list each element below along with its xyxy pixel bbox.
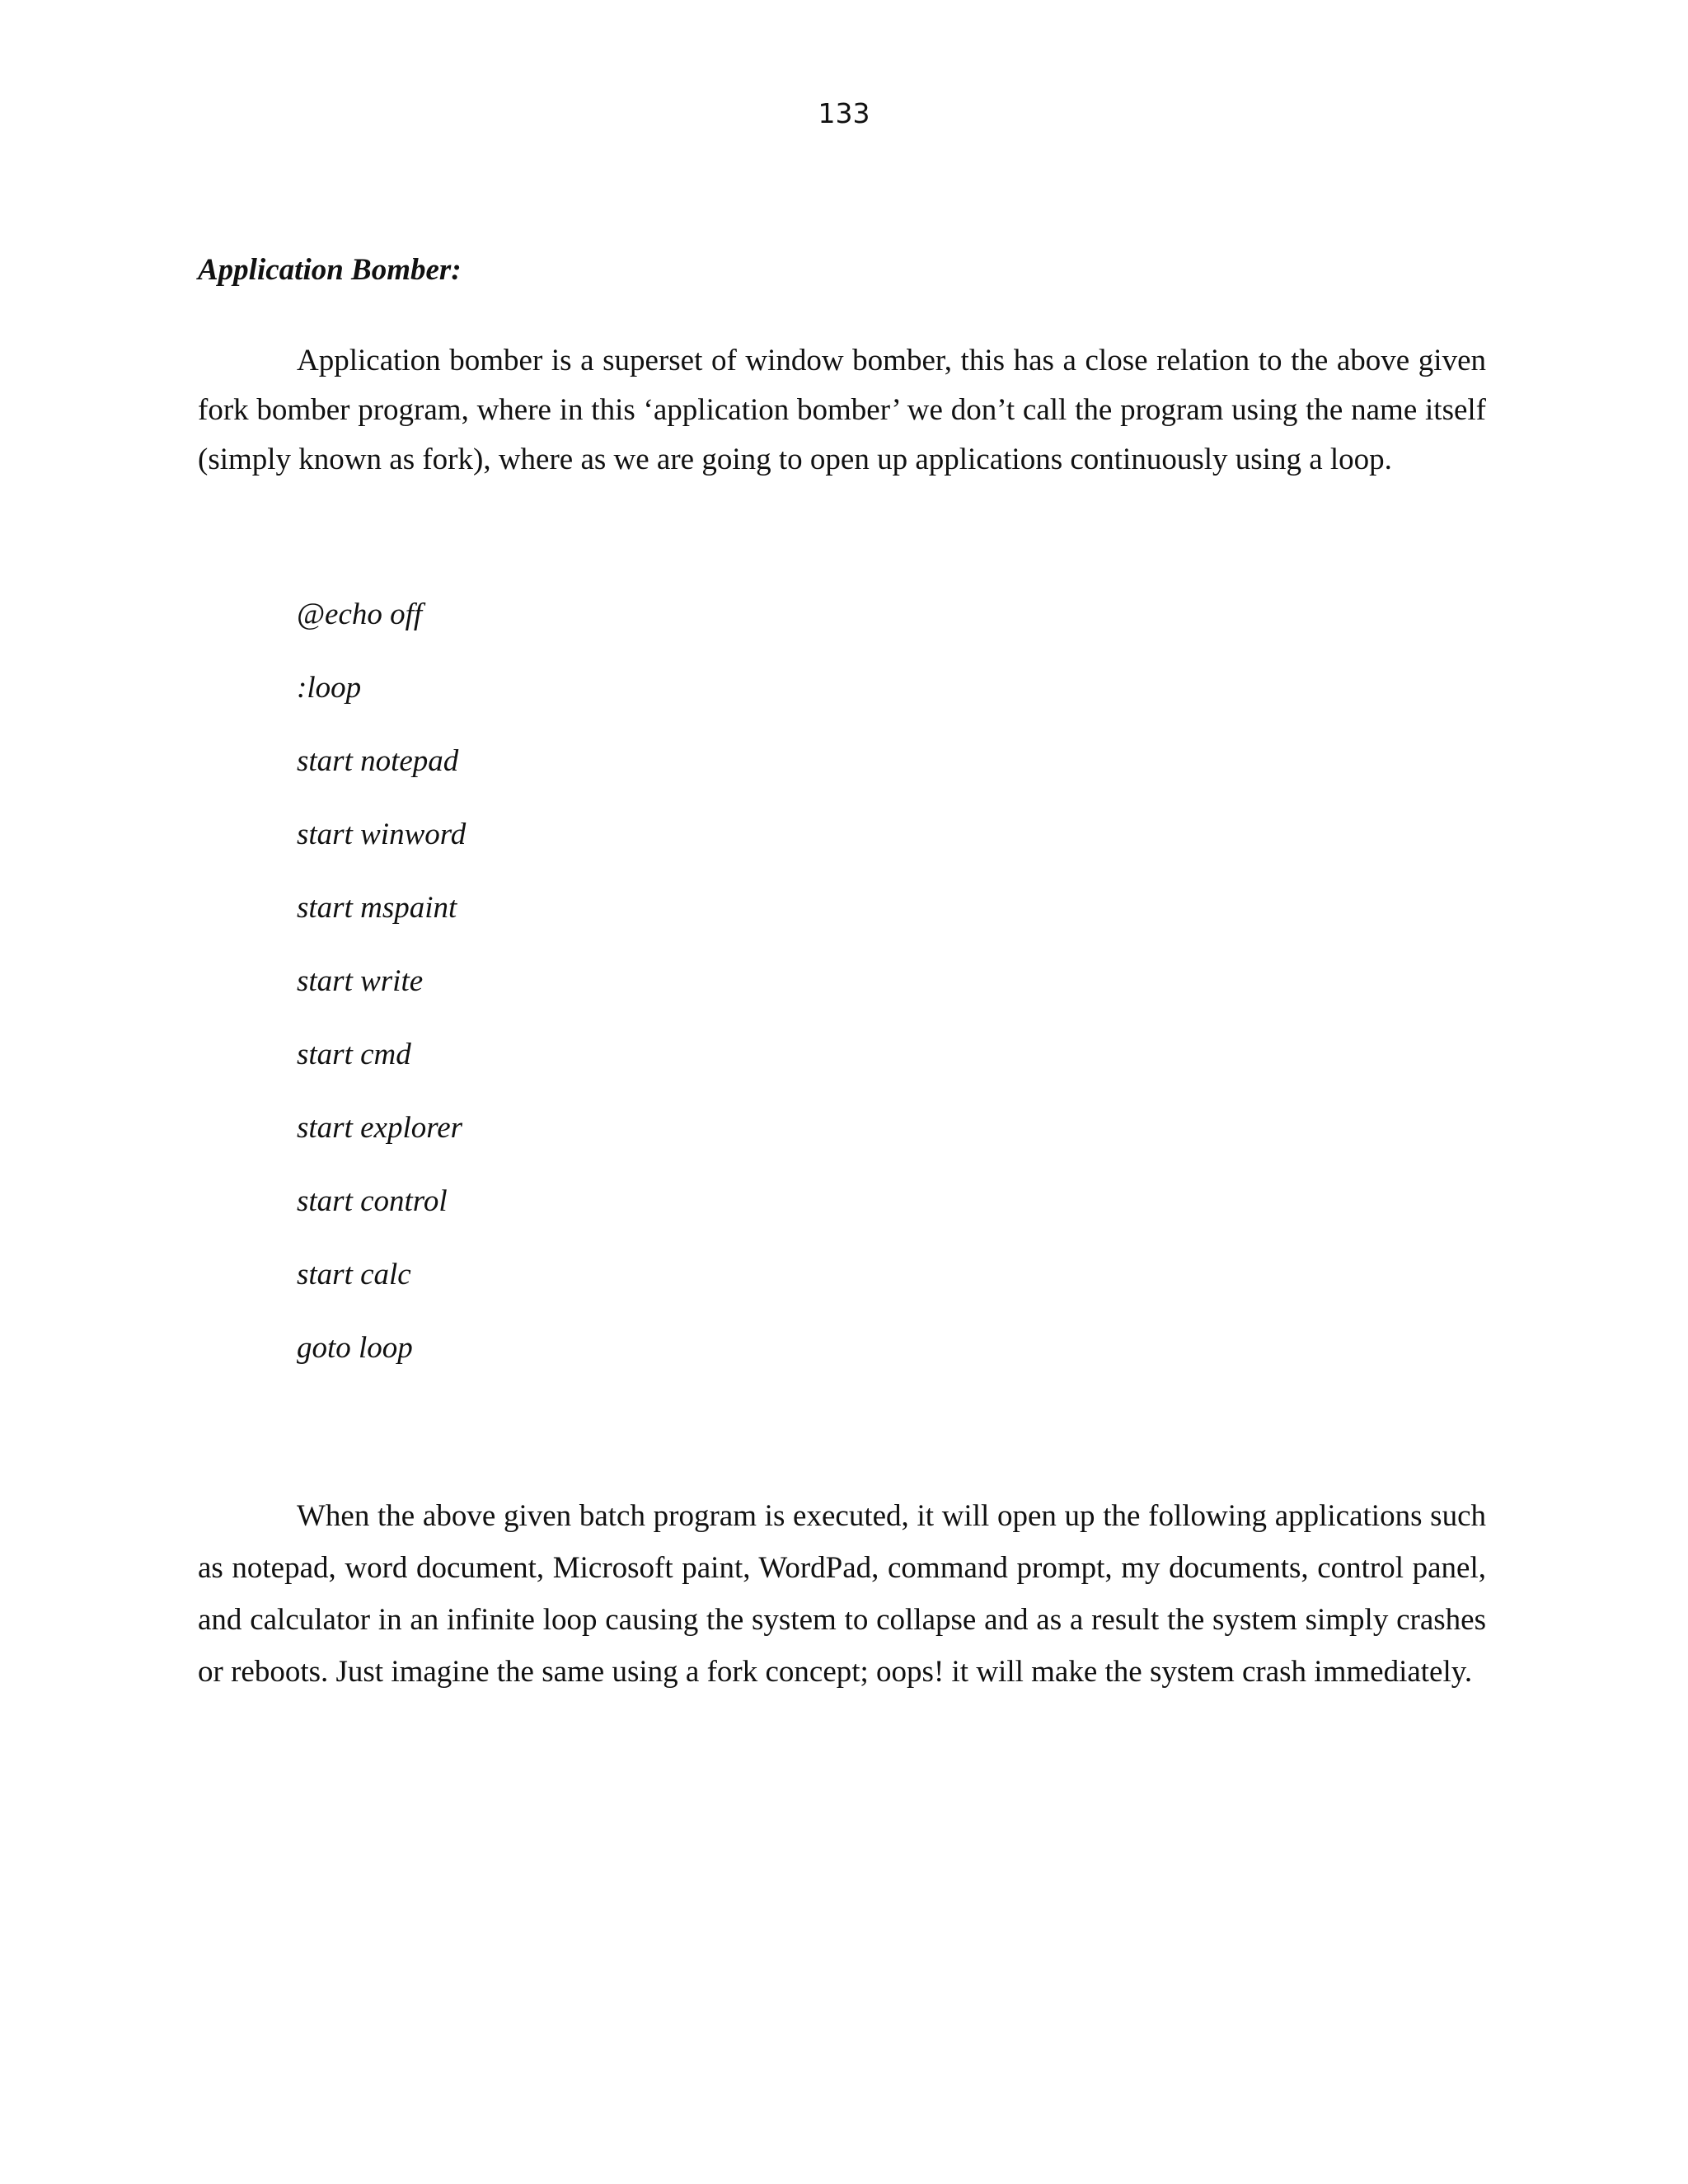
code-line: start notepad (297, 744, 459, 778)
code-line: :loop (297, 671, 362, 705)
intro-paragraph: Application bomber is a superset of window bomber, this has a close relation to the above given fork bomber program, where in this ‘application bomber’ we don’t call the program using the name itself (simply known as fork), where as we are going to open up applications continuously using a loop. (198, 344, 1486, 476)
code-line: start calc (297, 1258, 411, 1291)
code-line: start winword (297, 818, 467, 851)
section-heading: Application Bomber: (198, 253, 462, 287)
code-line: start control (297, 1184, 448, 1218)
explanation-paragraph: When the above given batch program is executed, it will open up the following applications such as notepad, word document, Microsoft paint, WordPad, command prompt, my documents, control panel, and calculator in an infinite loop causing the system to collapse and as a result the system simply crashes or reboots. Just imagine the same using a fork concept; oops! it will make the system crash immediately. (198, 1499, 1486, 1689)
code-line: start explorer (297, 1111, 463, 1145)
code-line: start cmd (297, 1038, 411, 1071)
code-line: start mspaint (297, 891, 457, 925)
page-number: 133 (818, 97, 870, 129)
code-line: start write (297, 964, 424, 998)
code-line: goto loop (297, 1331, 413, 1365)
batch-code-listing (297, 595, 466, 1402)
code-line: @echo off (297, 598, 423, 631)
